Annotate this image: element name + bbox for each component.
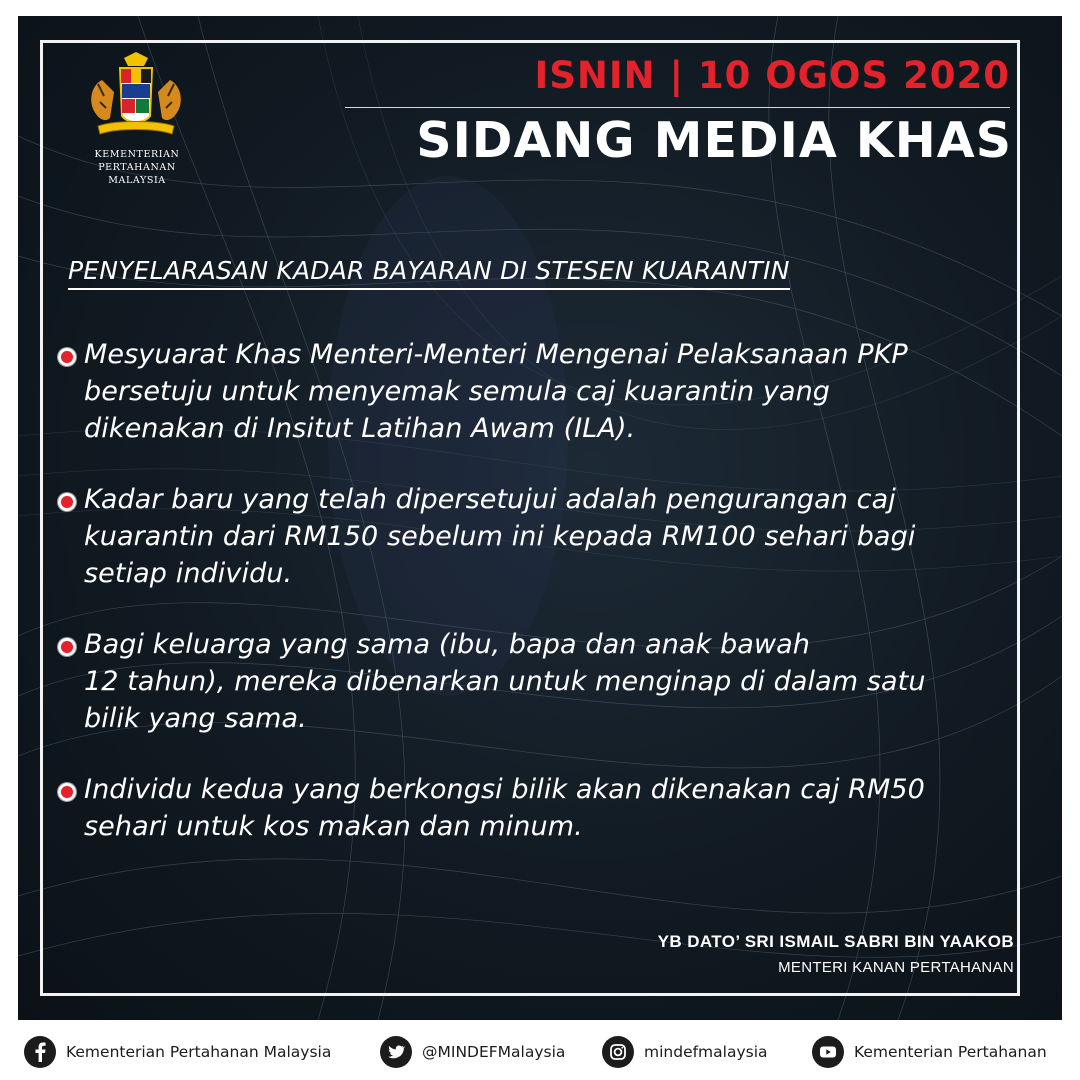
twitter-icon bbox=[380, 1036, 412, 1068]
bullet-dot-icon bbox=[58, 783, 76, 801]
bullet-text: Individu kedua yang berkongsi bilik akan dikenakan caj RM50 sehari untuk kos makan dan minum. bbox=[84, 774, 925, 842]
social-facebook-label: Kementerian Pertahanan Malaysia bbox=[66, 1043, 332, 1061]
bullet-item bbox=[56, 626, 1026, 737]
ministry-label-line1: KEMENTERIAN PERTAHANAN bbox=[94, 149, 180, 173]
bullet-dot-icon bbox=[58, 348, 76, 366]
youtube-icon bbox=[812, 1036, 844, 1068]
minister-title: MENTERI KANAN PERTAHANAN bbox=[778, 959, 1014, 976]
ministry-label-line2: MALAYSIA bbox=[108, 175, 166, 186]
malaysia-coat-of-arms-logo bbox=[80, 52, 192, 142]
section-heading: PENYELARASAN KADAR BAYARAN DI STESEN KUARANTIN bbox=[68, 256, 790, 290]
bullet-text: Bagi keluarga yang sama (ibu, bapa dan anak bawah 12 tahun), mereka dibenarkan untuk menginap di dalam satu bilik yang sama. bbox=[84, 629, 926, 734]
date-title: ISNIN | 10 OGOS 2020 bbox=[534, 54, 1010, 97]
header-divider bbox=[345, 107, 1010, 108]
social-instagram-link[interactable] bbox=[602, 1036, 768, 1068]
bullet-list bbox=[56, 336, 1026, 879]
instagram-icon bbox=[602, 1036, 634, 1068]
social-youtube-label: Kementerian Pertahanan bbox=[854, 1043, 1047, 1061]
main-title: SIDANG MEDIA KHAS bbox=[416, 112, 1012, 169]
bullet-item bbox=[56, 336, 1026, 447]
social-youtube-link[interactable] bbox=[812, 1036, 1047, 1068]
bullet-text: Mesyuarat Khas Menteri-Menteri Mengenai Pelaksanaan PKP bersetuju untuk menyemak semula caj kuarantin yang dikenakan di Insitut Latihan Awam (ILA). bbox=[84, 339, 908, 444]
bullet-dot-icon bbox=[58, 638, 76, 656]
bullet-item bbox=[56, 481, 1026, 592]
bullet-text: Kadar baru yang telah dipersetujui adalah pengurangan caj kuarantin dari RM150 sebelum ini kepada RM100 sehari bagi setiap individu. bbox=[84, 484, 916, 589]
social-instagram-label: mindefmalaysia bbox=[644, 1043, 768, 1061]
social-twitter-label: @MINDEFMalaysia bbox=[422, 1043, 566, 1061]
social-facebook-link[interactable] bbox=[24, 1036, 331, 1068]
facebook-icon bbox=[24, 1036, 56, 1068]
social-media-bar bbox=[0, 1020, 1080, 1080]
ministry-label bbox=[58, 148, 216, 187]
social-twitter-link[interactable] bbox=[380, 1036, 565, 1068]
bullet-dot-icon bbox=[58, 493, 76, 511]
minister-name: YB DATO’ SRI ISMAIL SABRI BIN YAAKOB bbox=[657, 932, 1014, 951]
bullet-item bbox=[56, 771, 1026, 845]
